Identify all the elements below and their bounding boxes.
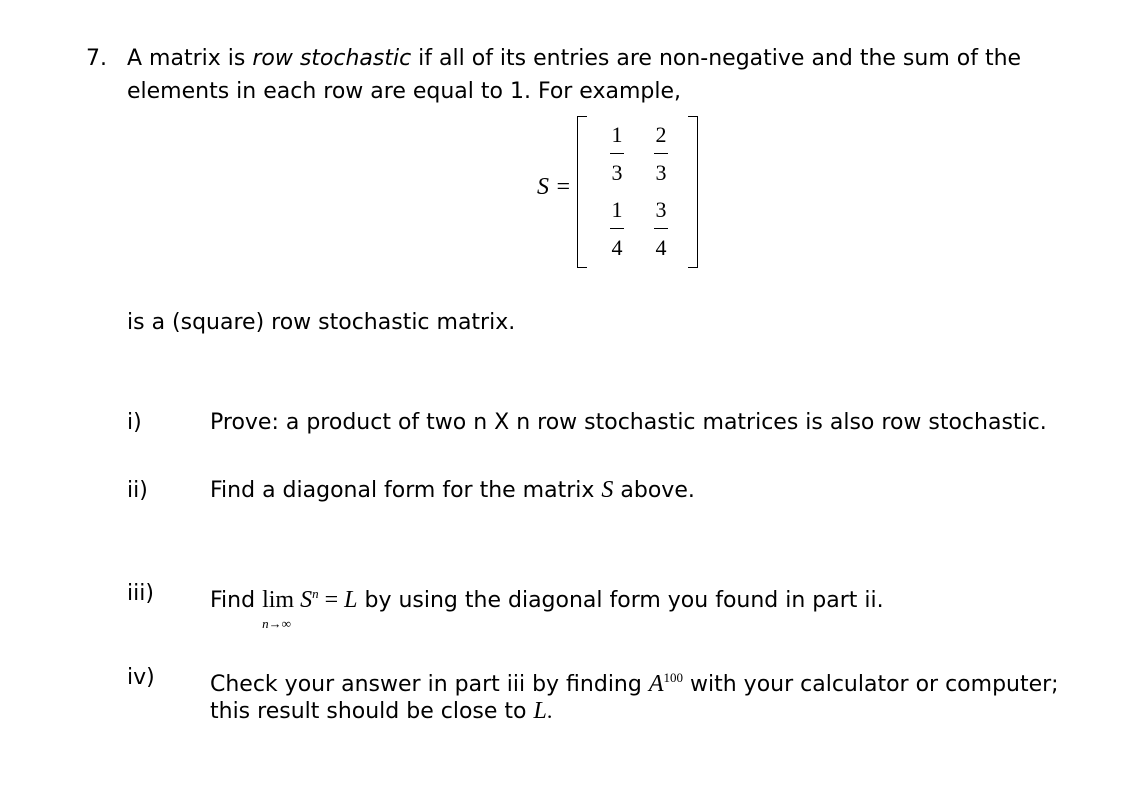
problem-intro-line1: [127, 42, 1021, 75]
problem-number: 7.: [86, 46, 107, 71]
matrix-entry-2-2: 3 4: [655, 197, 667, 260]
part-iv-line2: this result should be close to L.: [210, 698, 553, 724]
part-ii-label: ii): [127, 478, 148, 503]
part-iii-text: Find lim n→∞ $S^n = L$ by using the diagonal form you found in part ii.: [210, 586, 884, 631]
matrix-lhs: S =: [537, 174, 572, 200]
term-row-stochastic: row stochastic: [252, 46, 412, 71]
matrix-entry-2-1: 1 4: [611, 197, 623, 260]
part-iii-label: iii): [127, 581, 154, 606]
intro-text-pre: A matrix is: [127, 46, 253, 71]
matrix-s: [537, 112, 707, 268]
right-bracket: [688, 116, 698, 268]
matrix-entry-1-1: 1 3: [611, 122, 623, 185]
a-power-expression: $A^{100}$: [648, 670, 684, 697]
symbol-l: L: [533, 698, 547, 724]
after-matrix-text: is a (square) row stochastic matrix.: [127, 310, 516, 335]
part-i-text: Prove: a product of two n X n row stochastic matrices is also row stochastic.: [210, 410, 1047, 435]
limit-expression: lim n→∞ $S^n = L$: [262, 586, 358, 631]
lim-word: lim: [262, 587, 295, 613]
left-bracket: [577, 116, 587, 268]
part-iv-label: iv): [127, 665, 155, 690]
intro-text-post: if all of its entries are non-negative and the sum of the: [411, 46, 1022, 71]
part-i-label: i): [127, 410, 142, 435]
part-ii-text: Find a diagonal form for the matrix S above.: [210, 477, 695, 503]
symbol-s: S: [601, 477, 614, 503]
matrix-entry-1-2: 2 3: [655, 122, 667, 185]
problem-intro-line2: elements in each row are equal to 1. For example,: [127, 79, 681, 104]
part-iv-line1: Check your answer in part iii by finding $A^{100}$ with your calculator or computer;: [210, 670, 1059, 697]
lim-subscript: n→∞: [262, 616, 291, 631]
